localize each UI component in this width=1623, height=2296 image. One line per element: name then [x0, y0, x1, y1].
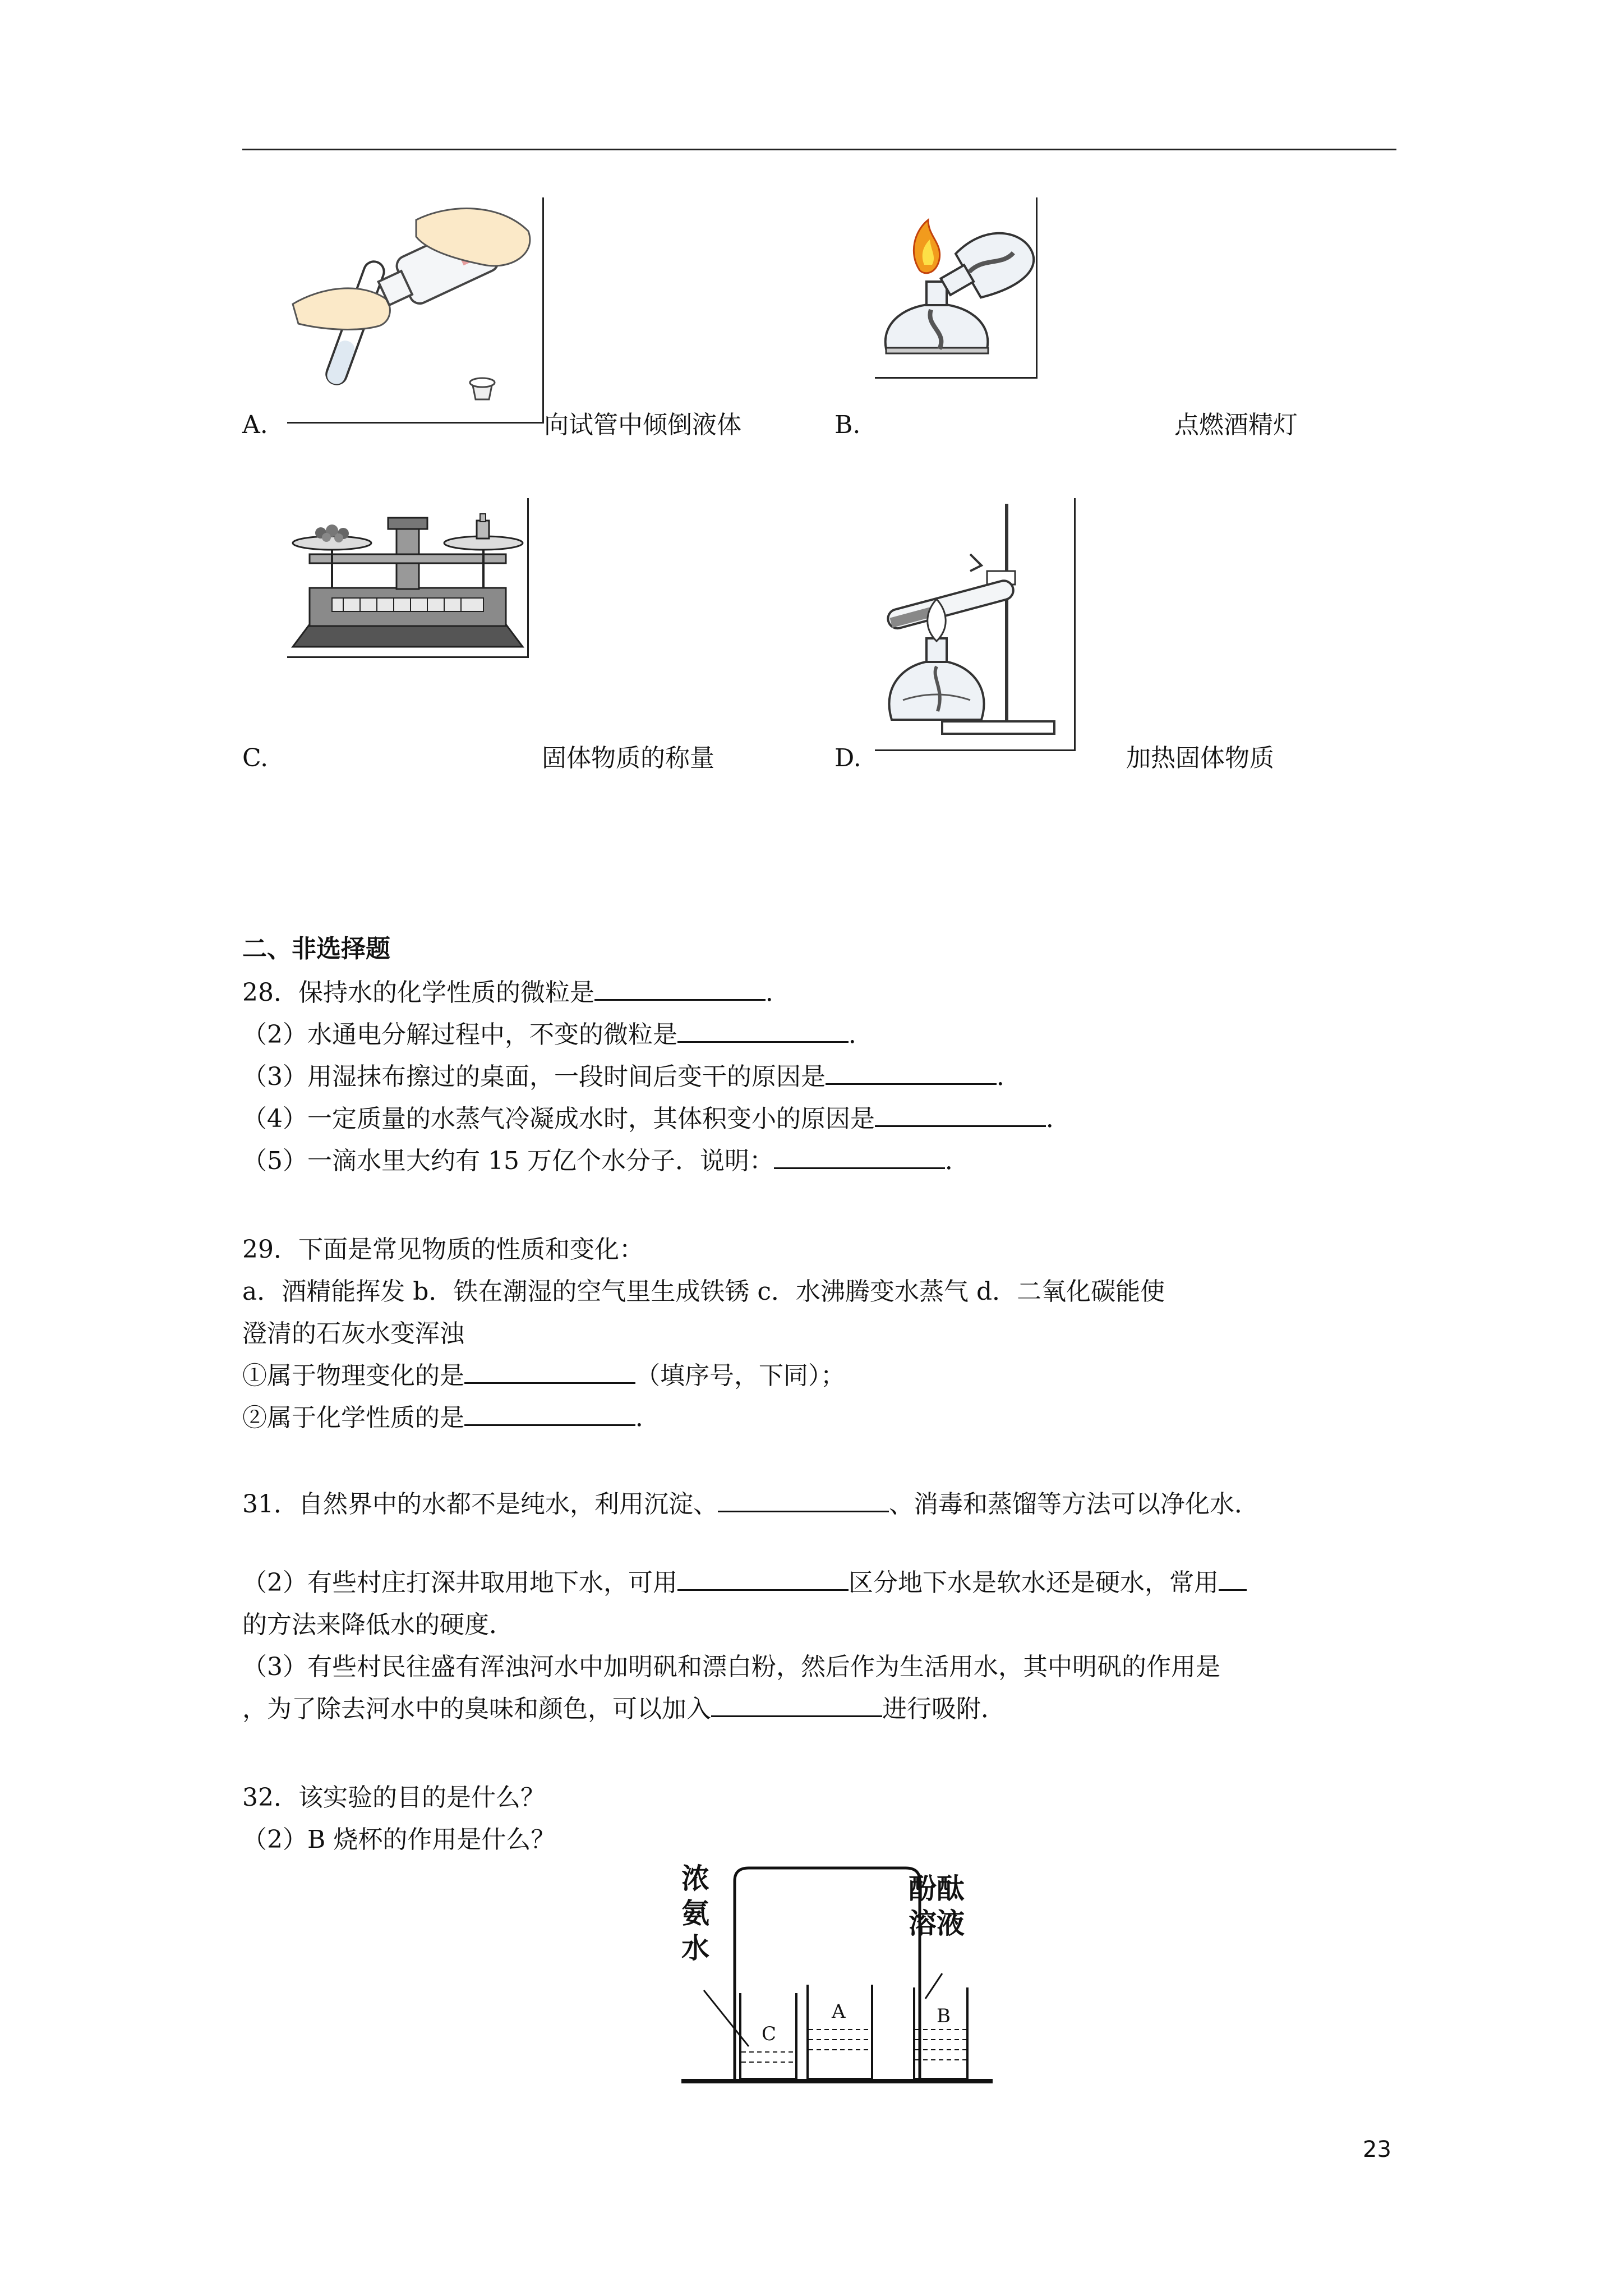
q28-q1-text: 28．保持水的化学性质的微粒是: [242, 978, 594, 1007]
image-d-frame: [875, 498, 1076, 751]
q28-q1-end: ．: [766, 978, 790, 1007]
q29-options-line1: a．酒精能挥发 b．铁在潮湿的空气里生成铁锈 c．水沸腾变水蒸气 d．二氧化碳能使: [242, 1277, 1165, 1306]
option-a-underline: [287, 422, 542, 424]
q28-q4-answer-blank[interactable]: [875, 1103, 1046, 1127]
option-d-letter: D.: [834, 744, 861, 772]
beaker-a-label: A: [832, 2000, 846, 2023]
heating-test-tube-icon: [875, 498, 1074, 749]
q31-line1: [242, 1488, 1259, 1521]
section-title: 二、非选择题: [242, 935, 390, 963]
q31-line4: [242, 1692, 1006, 1726]
q28-line1: [242, 976, 790, 1010]
q32-line2: （2）B 烧杯的作用是什么？: [242, 1825, 556, 1854]
label-ammonia-1: 浓: [681, 1862, 709, 1895]
q28-q3-text: （3）用湿抹布擦过的桌面，一段时间后变干的原因是: [242, 1062, 826, 1091]
q28-line5: [242, 1144, 970, 1178]
q28-q4-text: （4）一定质量的水蒸气冷凝成水时，其体积变小的原因是: [242, 1105, 875, 1133]
q29-options-line2: 澄清的石灰水变浑浊: [242, 1319, 464, 1348]
q31-q1-answer-blank[interactable]: [718, 1488, 889, 1512]
q31-q3-end: 进行吸附．: [882, 1695, 1006, 1723]
pouring-liquid-icon: [287, 197, 542, 422]
q31-q1-end: 、消毒和蒸馏等方法可以净化水．: [889, 1490, 1259, 1519]
q29-part1: [242, 1359, 845, 1393]
q31-line2: [242, 1566, 1247, 1600]
beaker-b-label: B: [937, 2005, 951, 2027]
q31-q2-answer-blank-2[interactable]: [1219, 1567, 1247, 1591]
q31-q2-answer-blank[interactable]: [677, 1567, 849, 1591]
option-d-underline: [875, 749, 1074, 751]
ammonia-experiment-figure: [681, 1861, 993, 2086]
q29-p2-end: ．: [635, 1404, 660, 1432]
label-phenolphthalein-2: 溶液: [909, 1907, 965, 1940]
q28-line2: [242, 1018, 873, 1052]
label-phenolphthalein-1: 酚酞: [909, 1872, 965, 1905]
q31-q2-mid: 区分地下水是软水还是硬水，常用: [849, 1568, 1219, 1597]
page-number: 23: [1363, 2137, 1391, 2162]
image-a-frame: [287, 197, 544, 424]
option-a-caption: 向试管中倾倒液体: [544, 411, 741, 439]
option-c-caption: 固体物质的称量: [542, 744, 714, 772]
q28-q2-text: （2）水通电分解过程中，不变的微粒是: [242, 1020, 677, 1049]
option-a-letter: A.: [242, 411, 268, 439]
q29-stem: 29．下面是常见物质的性质和变化：: [242, 1235, 644, 1264]
q28-q2-end: ．: [849, 1020, 873, 1049]
q28-line3: [242, 1060, 1021, 1094]
q28-q2-answer-blank[interactable]: [677, 1019, 849, 1043]
q28-line4: [242, 1102, 1071, 1136]
image-b-frame: [875, 197, 1038, 379]
option-b-letter: B.: [834, 411, 861, 439]
header-rule: [242, 149, 1396, 150]
q28-q4-end: ．: [1046, 1105, 1071, 1133]
label-ammonia-2: 氨: [681, 1897, 709, 1930]
q31-line2b: 的方法来降低水的硬度．: [242, 1611, 514, 1639]
q29-p2-answer-blank[interactable]: [464, 1402, 635, 1426]
q29-p2-text: ②属于化学性质的是: [242, 1404, 464, 1432]
q31-q3-text: ，为了除去河水中的臭味和颜色，可以加入: [242, 1695, 711, 1723]
q32-line1: 32．该实验的目的是什么？: [242, 1783, 545, 1812]
q29-p1-text: ①属于物理变化的是: [242, 1361, 464, 1390]
q28-q5-end: ．: [944, 1147, 970, 1175]
option-b-caption: 点燃酒精灯: [1174, 411, 1298, 439]
option-d-caption: 加热固体物质: [1126, 744, 1274, 772]
q28-q3-answer-blank[interactable]: [826, 1061, 997, 1085]
option-c-letter: C.: [242, 744, 269, 772]
q28-q5-text: （5）一滴水里大约有 15 万亿个水分子．说明：: [242, 1147, 774, 1175]
lighting-alcohol-lamp-icon: [875, 197, 1036, 377]
q29-p1-answer-blank[interactable]: [464, 1360, 635, 1384]
balance-scale-icon: [287, 498, 527, 656]
image-c-frame: [287, 498, 529, 658]
q31-line3: （3）有些村民往盛有浑浊河水中加明矾和漂白粉，然后作为生活用水，其中明矾的作用是: [242, 1653, 1220, 1681]
q28-q5-answer-blank[interactable]: [774, 1145, 945, 1169]
q31-q3-answer-blank[interactable]: [711, 1693, 882, 1717]
q31-q1-text: 31．自然界中的水都不是纯水，利用沉淀、: [242, 1490, 718, 1519]
q28-q1-answer-blank[interactable]: [594, 977, 766, 1001]
q31-q2-text: （2）有些村庄打深井取用地下水，可用: [242, 1568, 677, 1597]
q29-part2: [242, 1401, 660, 1435]
label-ammonia-3: 水: [681, 1932, 709, 1964]
q28-q3-end: ．: [997, 1062, 1021, 1091]
beaker-c-label: C: [762, 2023, 777, 2045]
q29-p1-end: （填序号，下同）；: [635, 1361, 845, 1390]
